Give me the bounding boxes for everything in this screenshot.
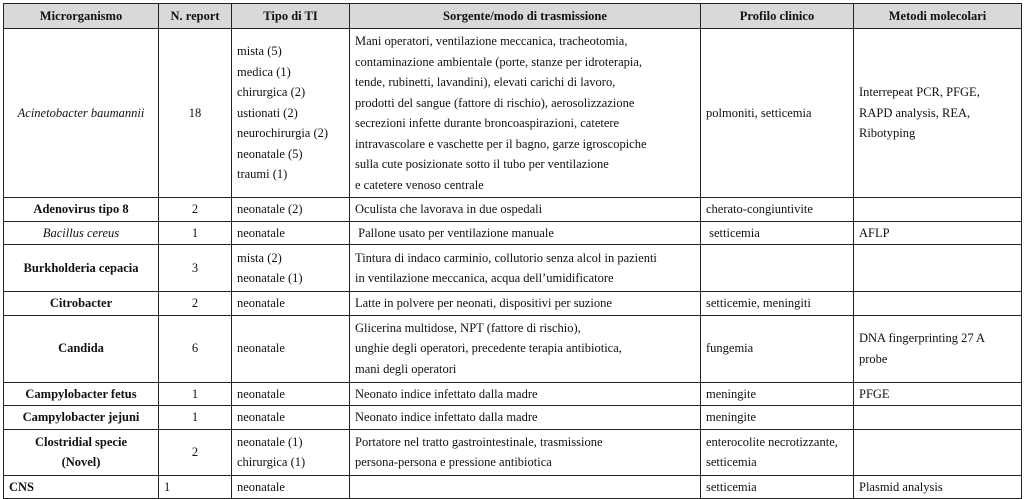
table-container — [3, 3, 1022, 499]
sorgente-line: secrezioni infette durante broncoaspirazioni, catetere — [355, 116, 620, 130]
report-count-cell: 1 — [159, 382, 232, 406]
metodi-line: RAPD analysis, REA, — [859, 105, 971, 120]
table-row — [4, 221, 1022, 245]
tipo-line: neonatale (1) — [237, 434, 303, 449]
sorgente-cell — [350, 429, 701, 475]
tipo-line: neurochirurgia (2) — [237, 126, 329, 141]
sorgente-line: unghie degli operatori, precedente terapia antibiotica, — [355, 341, 622, 356]
metodi-cell: AFLP — [854, 221, 1022, 245]
organism-cell: CNS — [4, 475, 159, 499]
metodi-cell: PFGE — [854, 382, 1022, 406]
header-sorgente: Sorgente/modo di trasmissione — [350, 4, 701, 29]
profilo-cell — [701, 429, 854, 475]
metodi-cell — [854, 429, 1022, 475]
report-count-cell: 2 — [159, 292, 232, 316]
metodi-cell — [854, 292, 1022, 316]
tipo-line: chirurgica (1) — [237, 455, 306, 469]
profilo-line: setticemia — [706, 455, 757, 469]
tipo-line: medica (1) — [237, 64, 291, 79]
profilo-cell: meningite — [701, 382, 854, 406]
tipo-cell — [232, 29, 350, 198]
sorgente-line: Glicerina multidose, NPT (fattore di rischio), — [355, 320, 581, 335]
sorgente-line: Tintura di indaco carminio, collutorio senza alcol in pazienti — [355, 250, 657, 265]
tipo-line: ustionati (2) — [237, 105, 298, 120]
organism-cell: Candida — [4, 315, 159, 382]
report-count-cell: 1 — [159, 475, 232, 499]
metodi-line: DNA fingerprinting 27 A — [859, 331, 986, 345]
sorgente-cell: Pallone usato per ventilazione manuale — [350, 221, 701, 245]
profilo-cell: setticemia — [701, 221, 854, 245]
sorgente-line: tende, rubinetti, lavandini), elevati carichi di lavoro, — [355, 75, 616, 89]
tipo-cell — [232, 429, 350, 475]
organism-cell: Burkholderia cepacia — [4, 245, 159, 292]
tipo-line: chirurgica (2) — [237, 85, 306, 100]
header-n-report: N. report — [159, 4, 232, 29]
profilo-cell: setticemia — [701, 475, 854, 499]
sorgente-line: contaminazione ambientale (porte, stanze per idroterapia, — [355, 54, 643, 69]
profilo-cell: setticemie, meningiti — [701, 292, 854, 316]
sorgente-cell: Neonato indice infettato dalla madre — [350, 382, 701, 406]
table-row — [4, 382, 1022, 406]
profilo-cell: fungemia — [701, 315, 854, 382]
organism-cell: Bacillus cereus — [4, 221, 159, 245]
tipo-cell: neonatale (2) — [232, 198, 350, 222]
header-metodi-molecolari: Metodi molecolari — [854, 4, 1022, 29]
profilo-cell: meningite — [701, 406, 854, 430]
header-tipo-ti: Tipo di TI — [232, 4, 350, 29]
organism-cell — [4, 429, 159, 475]
tipo-cell — [232, 245, 350, 292]
table-row — [4, 429, 1022, 475]
sorgente-line: mani degli operatori — [355, 361, 457, 376]
header-profilo-clinico: Profilo clinico — [701, 4, 854, 29]
sorgente-cell — [350, 245, 701, 292]
report-count-cell: 2 — [159, 198, 232, 222]
tipo-cell: neonatale — [232, 406, 350, 430]
tipo-line: neonatale (5) — [237, 146, 303, 161]
sorgente-line: in ventilazione meccanica, acqua dell’umidificatore — [355, 271, 614, 285]
metodi-line: Ribotyping — [859, 126, 916, 141]
tipo-cell: neonatale — [232, 315, 350, 382]
table-row — [4, 245, 1022, 292]
sorgente-cell — [350, 29, 701, 198]
tipo-cell: neonatale — [232, 292, 350, 316]
organism-cell: Adenovirus tipo 8 — [4, 198, 159, 222]
sorgente-cell: Latte in polvere per neonati, dispositivi per suzione — [350, 292, 701, 316]
metodi-line: Interrepeat PCR, PFGE, — [859, 85, 980, 100]
profilo-line: enterocolite necrotizzante, — [706, 434, 838, 449]
tipo-line: neonatale (1) — [237, 271, 303, 285]
report-count-cell: 3 — [159, 245, 232, 292]
profilo-cell — [701, 245, 854, 292]
header-microrganismo: Microrganismo — [4, 4, 159, 29]
report-count-cell: 2 — [159, 429, 232, 475]
tipo-line: mista (2) — [237, 250, 282, 265]
tipo-cell: neonatale — [232, 382, 350, 406]
sorgente-cell — [350, 315, 701, 382]
organism-cell: Campylobacter jejuni — [4, 406, 159, 430]
tipo-cell: neonatale — [232, 475, 350, 499]
organism-line: (Novel) — [61, 455, 101, 469]
report-count-cell: 1 — [159, 406, 232, 430]
sorgente-line: Portatore nel tratto gastrointestinale, trasmissione — [355, 434, 603, 449]
sorgente-line: persona-persona e pressione antibiotica — [355, 455, 552, 469]
report-count-cell: 18 — [159, 29, 232, 198]
organism-line: Clostridial specie — [34, 434, 127, 449]
metodi-cell: Plasmid analysis — [854, 475, 1022, 499]
metodi-cell — [854, 198, 1022, 222]
microorganism-table — [3, 3, 1022, 499]
organism-cell: Citrobacter — [4, 292, 159, 316]
sorgente-line: sulla cute posizionate sotto il tubo per ventilazione — [355, 157, 609, 171]
metodi-cell — [854, 315, 1022, 382]
organism-cell: Campylobacter fetus — [4, 382, 159, 406]
table-row — [4, 29, 1022, 198]
profilo-line: polmoniti, setticemia — [706, 105, 812, 120]
profilo-cell: cherato-congiuntivite — [701, 198, 854, 222]
sorgente-cell: Neonato indice infettato dalla madre — [350, 406, 701, 430]
table-row — [4, 198, 1022, 222]
sorgente-line: Mani operatori, ventilazione meccanica, tracheotomia, — [355, 34, 628, 48]
table-header-row — [4, 4, 1022, 29]
table-row — [4, 292, 1022, 316]
tipo-line: traumi (1) — [237, 167, 288, 182]
tipo-line: mista (5) — [237, 44, 282, 59]
profilo-cell — [701, 29, 854, 198]
sorgente-line: prodotti del sangue (fattore di rischio), aerosolizzazione — [355, 95, 635, 110]
organism-cell: Acinetobacter baumannii — [4, 29, 159, 198]
metodi-cell — [854, 29, 1022, 198]
tipo-cell: neonatale — [232, 221, 350, 245]
metodi-line: probe — [859, 351, 888, 366]
metodi-cell — [854, 245, 1022, 292]
report-count-cell: 6 — [159, 315, 232, 382]
report-count-cell: 1 — [159, 221, 232, 245]
sorgente-line: intravascolare e vaschette per il bagno, garze igroscopiche — [355, 136, 647, 151]
metodi-cell — [854, 406, 1022, 430]
sorgente-line: e catetere venoso centrale — [355, 177, 484, 192]
table-row — [4, 315, 1022, 382]
sorgente-cell: Oculista che lavorava in due ospedali — [350, 198, 701, 222]
table-row — [4, 406, 1022, 430]
